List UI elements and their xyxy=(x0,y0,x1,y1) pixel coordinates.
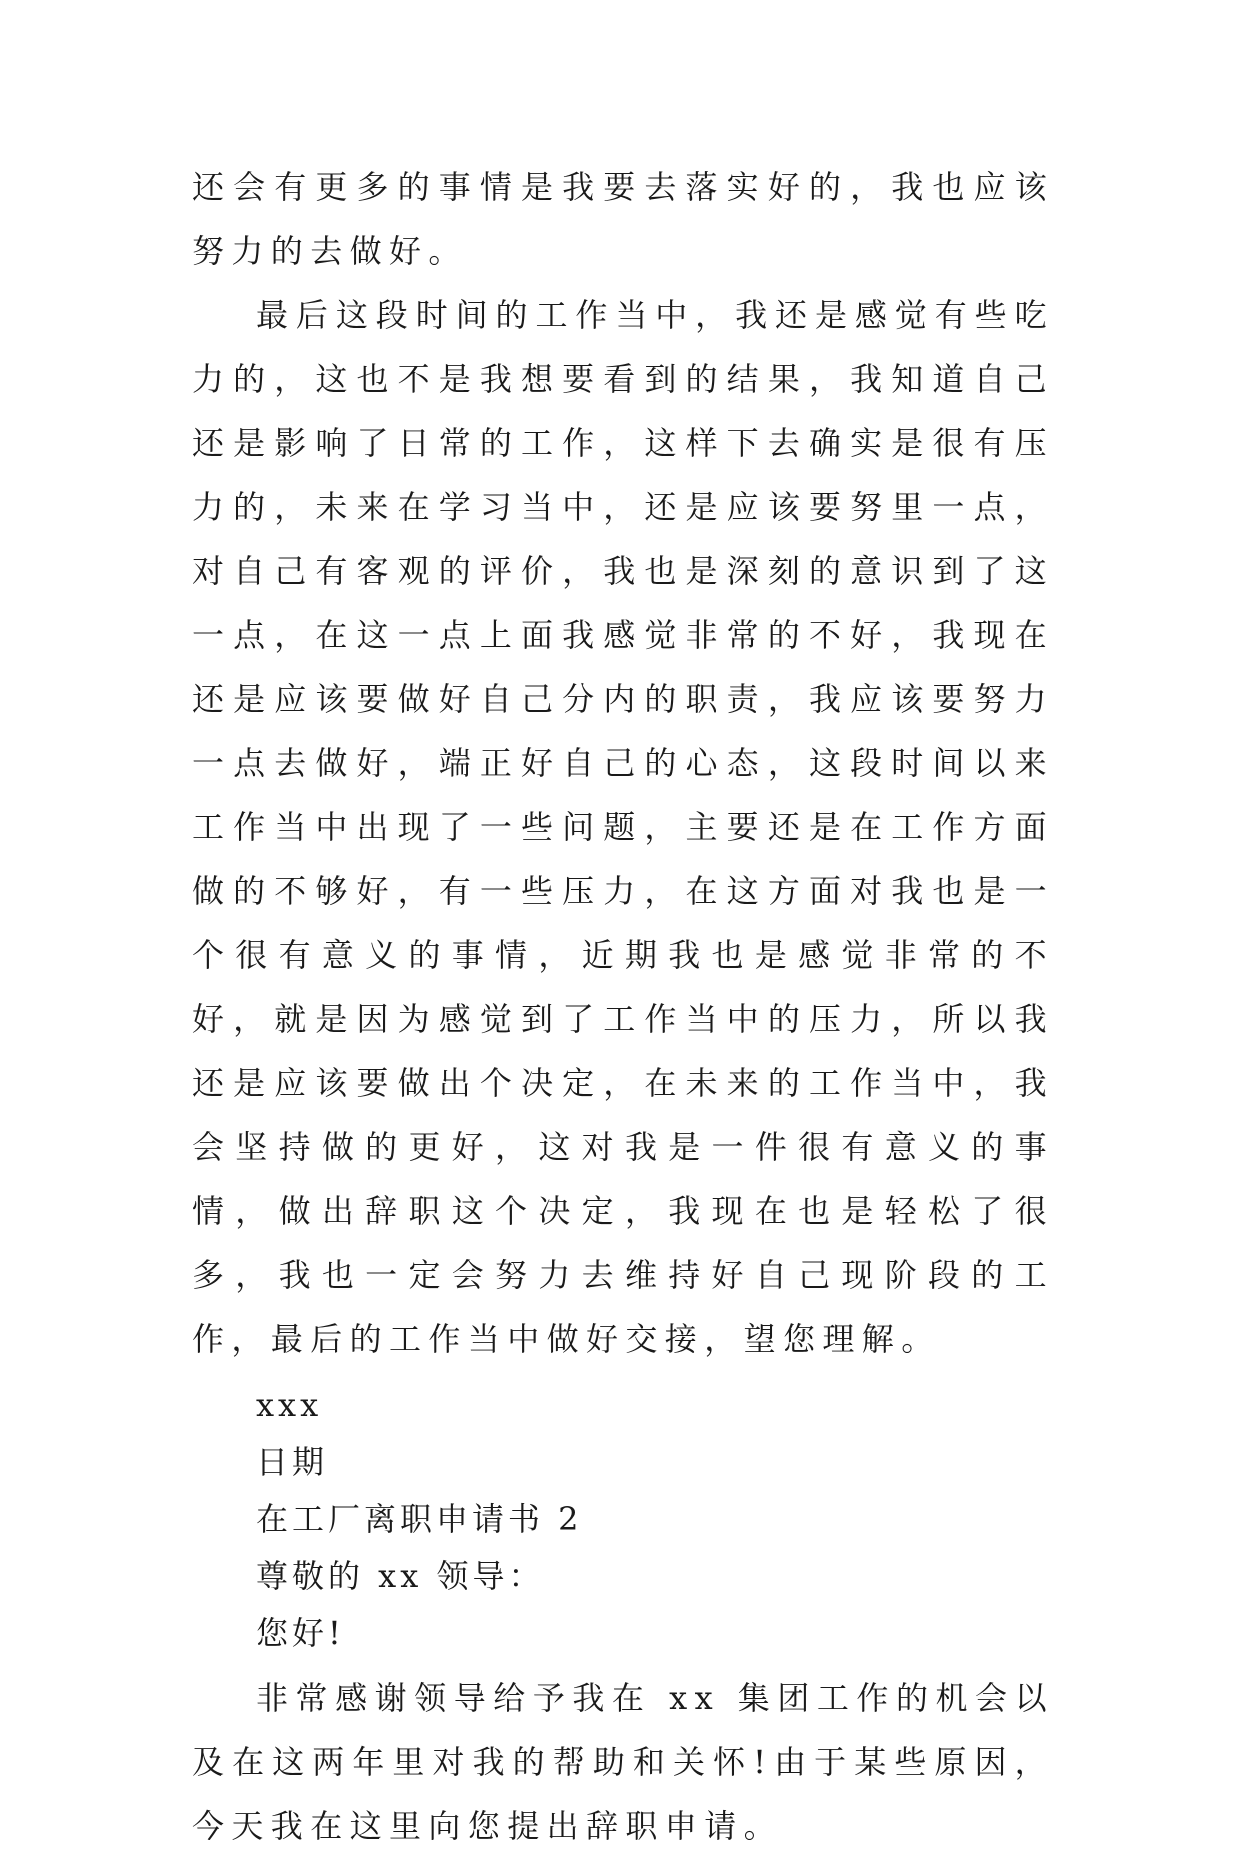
paragraph-continuation: 还会有更多的事情是我要去落实好的，我也应该努力的去做好。 xyxy=(192,168,1054,270)
greeting: 您好! xyxy=(256,1614,345,1652)
signature: xxx xyxy=(256,1386,323,1424)
paragraph-final-thoughts: 最后这段时间的工作当中，我还是感觉有些吃力的，这也不是我想要看到的结果，我知道自己还是影响了日常的工作，这样下去确实是很有压力的，未来在学习当中，还是应该要努里一点，对自己有客观的评价，我也是深刻的意识到了这一点，在这一点上面我感觉非常的不好，我现在还是应该要做好自己分内的职责，我应该要努力一点去做好，端正好自己的心态，这段时间以来工作当中出现了一些问题，主要还是在工作方面做的不够好，有一些压力，在这方面对我也是一个很有意义的事情，近期我也是感觉非常的不好，就是因为感觉到了工作当中的压力，所以我还是应该要做出个决定，在未来的工作当中，我会坚持做的更好，这对我是一件很有意义的事情，做出辞职这个决定，我现在也是轻松了很多，我也一定会努力去维持好自己现阶段的工作，最后的工作当中做好交接，望您理解。 xyxy=(192,296,1054,1358)
salutation: 尊敬的 xx 领导： xyxy=(256,1557,545,1595)
date-label: 日期 xyxy=(256,1443,329,1481)
paragraph-resignation-intro: 非常感谢领导给予我在 xx 集团工作的机会以及在这两年里对我的帮助和关怀!由于某些原因，今天我在这里向您提出辞职申请。 xyxy=(192,1679,1054,1845)
document-page xyxy=(192,155,1054,1858)
letter-title: 在工厂离职申请书 2 xyxy=(256,1500,583,1538)
